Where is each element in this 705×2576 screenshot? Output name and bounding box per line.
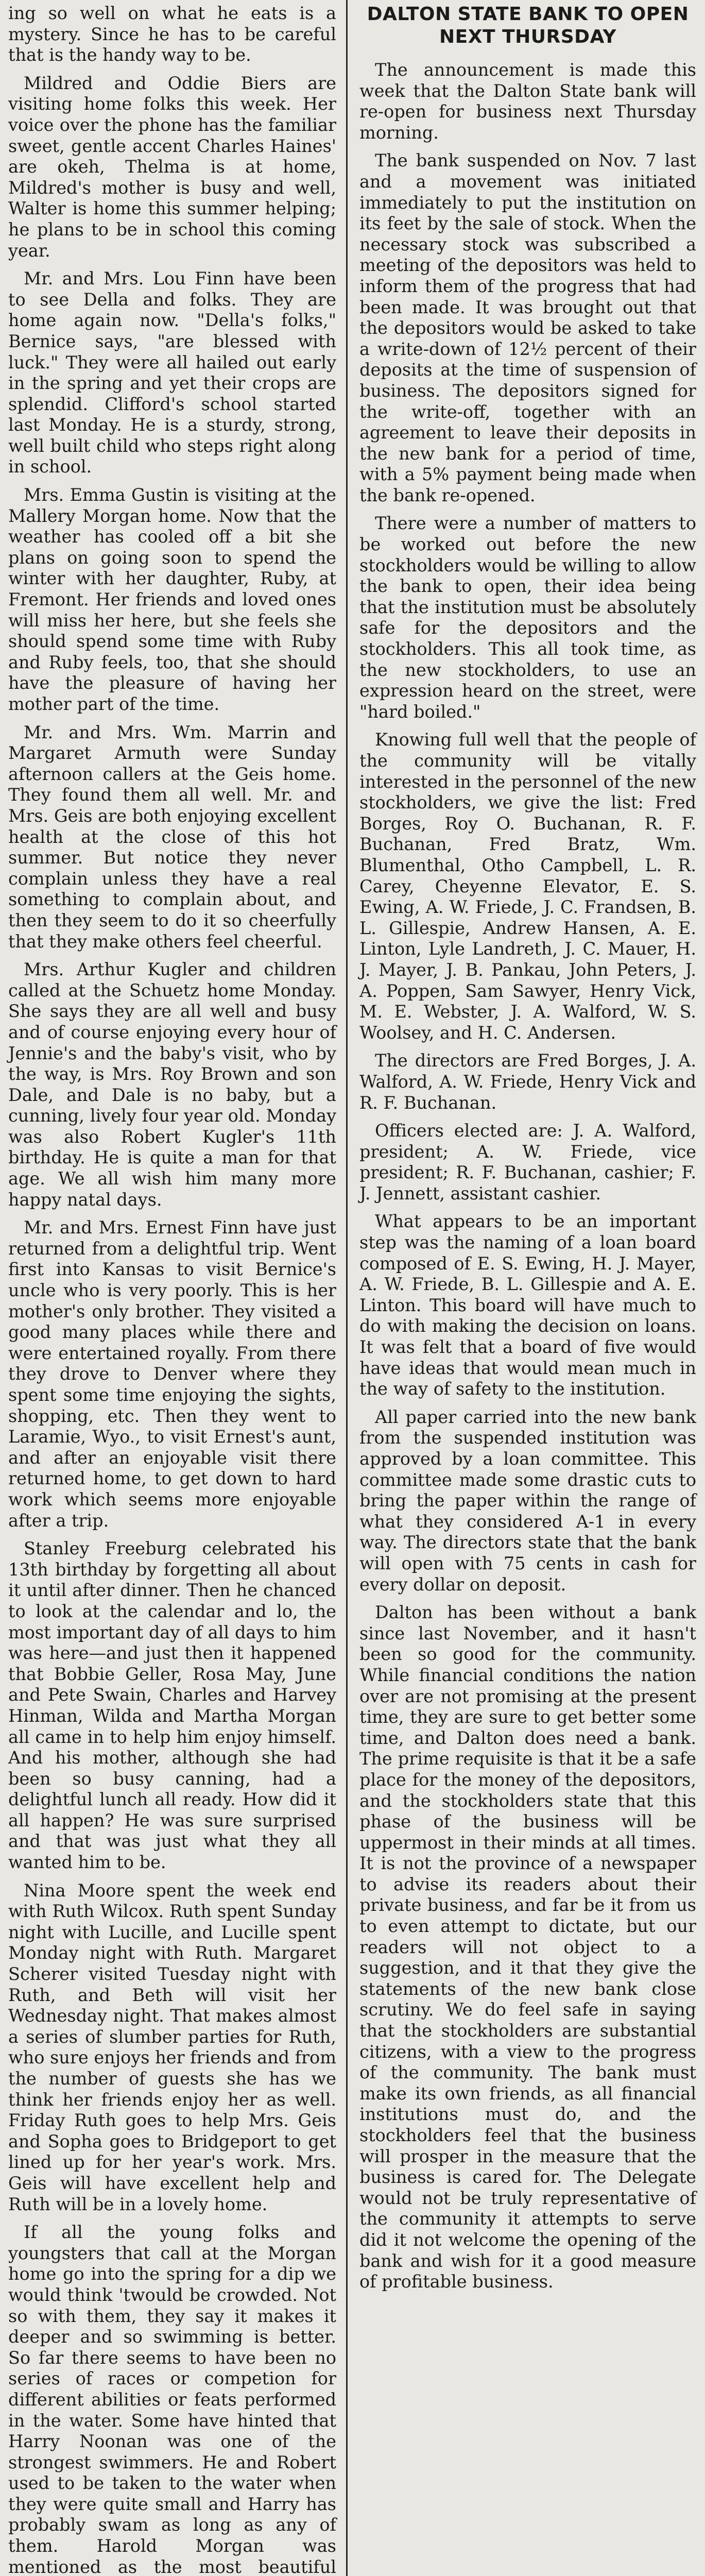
article-paragraph: The directors are Fred Borges, J. A. Walford, A. W. Friede, Henry Vick and R. F. Buchanan.: [359, 1050, 696, 1113]
article-paragraph: What appears to be an important step was the naming of a loan board composed of E. S. Ewing, H. J. Mayer, A. W. Friede, B. L. Gillespie and A. E. Linton. This board will have much to do with making the decision on loans. It was felt that a board of five would have ideas that would mean much in the way of safety to the institution.: [359, 1211, 696, 1399]
article-paragraph: Nina Moore spent the week end with Ruth Wilcox. Ruth spent Sunday night with Lucille, and Lucille spent Monday night with Ruth. Margaret Scherer visited Tuesday night with Ruth, and Beth will visit her Wednesday night. That makes almost a series of slumber parties for Ruth, who sure enjoys her friends and from the number of guests she has we think her friends enjoy her as well. Friday Ruth goes to help Mrs. Geis and Sopha goes to Bridgeport to get lined up for her year's work. Mrs. Geis will have excellent help and Ruth will be in a lovely home.: [8, 1880, 336, 2214]
article-paragraph: Mr. and Mrs. Wm. Marrin and Margaret Armuth were Sunday afternoon callers at the Geis home. They found them all well. Mr. and Mrs. Geis are both enjoying excellent health at the close of this hot summer. But notice they never complain unless they have a real something to complain about, and then they seem to do it so cheerfully that they make others feel cheerful.: [8, 722, 336, 952]
article-paragraph: Stanley Freeburg celebrated his 13th birthday by forgetting all about it until after dinner. Then he chanced to look at the calendar and lo, the most important day of all days to him was here—and just then it happened that Bobbie Geller, Rosa May, June and Pete Swain, Charles and Harvey Hinman, Wilda and Martha Morgan all came in to help him enjoy himself. And his mother, although she had been so busy canning, had a delightful lunch all ready. How did it all happen? He was sure surprised and that was just what they all wanted him to be.: [8, 1538, 336, 1873]
article-paragraph: Mrs. Emma Gustin is visiting at the Mallery Morgan home. Now that the weather has cooled off a bit she plans on going soon to spend the winter with her daughter, Ruby, at Fremont. Her friends and loved ones will miss her here, but she feels she should spend some time with Ruby and Ruby feels, too, that she should have the pleasure of having her mother part of the time.: [8, 485, 336, 714]
article-paragraph: Mr. and Mrs. Ernest Finn have just returned from a delightful trip. Went first into Kansas to visit Bernice's uncle who is very poorly. This is her mother's only brother. They visited a good many places while there and were entertained royally. From there they drove to Denver where they spent some time enjoying the sights, shopping, etc. Then they went to Laramie, Wyo., to visit Ernest's aunt, and after an enjoyable visit there returned home, to get down to hard work which seems more enjoyable after a trip.: [8, 1217, 336, 1531]
article-paragraph: Mildred and Oddie Biers are visiting home folks this week. Her voice over the phone has the familiar sweet, gentle accent Charles Haines' are okeh, Thelma is at home, Mildred's mother is busy and well, Walter is home this summer helping; he plans to be in school this coming year.: [8, 73, 336, 261]
article-paragraph: The announcement is made this week that the Dalton State bank will re-open for business next Thursday morning.: [359, 60, 696, 143]
right-column: [353, 0, 701, 2300]
article-paragraph: ing so well on what he eats is a mystery. Since he has to be careful that is the handy way to be.: [8, 3, 336, 65]
article-paragraph: Knowing full well that the people of the community will be vitally interested in the personnel of the new stockholders, we give the list: Fred Borges, Roy O. Buchanan, R. F. Buchanan, Fred Bratz, Wm. Blumenthal, Otho Campbell, L. R. Carey, Cheyenne Elevator, E. S. Ewing, A. W. Friede, J. C. Frandsen, B. L. Gillespie, Andrew Hansen, A. E. Linton, Lyle Landreth, J. C. Mauer, H. J. Mayer, J. B. Pankau, John Peters, J. A. Poppen, Sam Sawyer, Henry Vick, M. E. Webster, J. A. Walford, W. S. Woolsey, and H. C. Andersen.: [359, 730, 696, 1043]
article-paragraph: Mr. and Mrs. Lou Finn have been to see Della and folks. They are home again now. "Della's folks," Bernice says, "are blessed with luck." They were all hailed out early in the spring and yet their crops are splendid. Clifford's school started last Monday. He is a sturdy, strong, well built child who steps right along in school.: [8, 268, 336, 477]
article-headline: DALTON STATE BANK TO OPEN NEXT THURSDAY: [367, 4, 689, 47]
article-paragraph: The bank suspended on Nov. 7 last and a movement was initiated immediately to put the institution on its feet by the sale of stock. When the necessary stock was subscribed a meeting of the depositors was held to inform them of the progress that had been made. It was brought out that the depositors would be asked to take a write-down of 12½ percent of their deposits at the time of suspension of business. The depositors signed for the write-off, together with an agreement to leave their deposits in the new bank for a period of time, with a 5% payment being made when the bank re-opened.: [359, 150, 696, 505]
article-paragraph: All paper carried into the new bank from the suspended institution was approved by a loan committee. This committee made some drastic cuts to bring the paper within the range of what they considered A-1 in every way. The directors state that the bank will open with 75 cents in cash for every dollar on deposit.: [359, 1406, 696, 1595]
article-paragraph: Mrs. Arthur Kugler and children called at the Schuetz home Monday. She says they are all well and busy and of course enjoying every hour of Jennie's and the baby's visit, who by the way, is Mrs. Roy Brown and son Dale, and Dale is no baby, but a cunning, lively four year old. Monday was also Robert Kugler's 11th birthday. He is quite a man for that age. We all wish him many more happy natal days.: [8, 959, 336, 1210]
article-paragraph: Officers elected are: J. A. Walford, president; A. W. Friede, vice president; R. F. Buchanan, cashier; F. J. Jennett, assistant cashier.: [359, 1121, 696, 1204]
column-divider: [346, 0, 348, 2576]
article-paragraph: If all the young folks and youngsters that call at the Morgan home go into the spring for a dip we would think 'twould be crowded. Not so with them, they say it makes it deeper and so swimming is better. So far there seems to have been no series of races or competion for different abilities or feats performed in the water. Some have hinted that Harry Noonan was one of the strongest swimmers. He and Robert used to be taken to the water when they were quite small and Harry has probably swam as long as any of them. Harold Morgan was mentioned as the most beautiful: [8, 2222, 336, 2576]
article-paragraph: Dalton has been without a bank since last November, and it hasn't been so good for the community. While financial conditions the nation over are not promising at the present time, they are sure to get better some time, and Dalton does need a bank. The prime requisite is that it be a safe place for the money of the depositors, and the stockholders state that this phase of the business will be uppermost in their minds at all times. It is not the province of a newspaper to advise its readers about their private business, and far be it from us to even attempt to dictate, but our readers will not object to a suggestion, and it that they give the statements of the new bank close scrutiny. We do feel safe in saying that the stockholders are substantial citizens, with a view to the progress of the community. The bank must make its own friends, as all financial institutions must do, and the stockholders feel that the business will prosper in the measure that the business is cared for. The Delegate would not be truly representative of the community it attempts to serve did it not welcome the opening of the bank and wish for it a good measure of profitable business.: [359, 1602, 696, 2292]
article-paragraph: There were a number of matters to be worked out before the new stockholders would be willing to allow the bank to open, their idea being that the institution must be absolutely safe for the depositors and the stockholders. This all took time, as the new stockholders, to use an expression heard on the street, were "hard boiled.": [359, 513, 696, 722]
left-column: [4, 0, 341, 2576]
